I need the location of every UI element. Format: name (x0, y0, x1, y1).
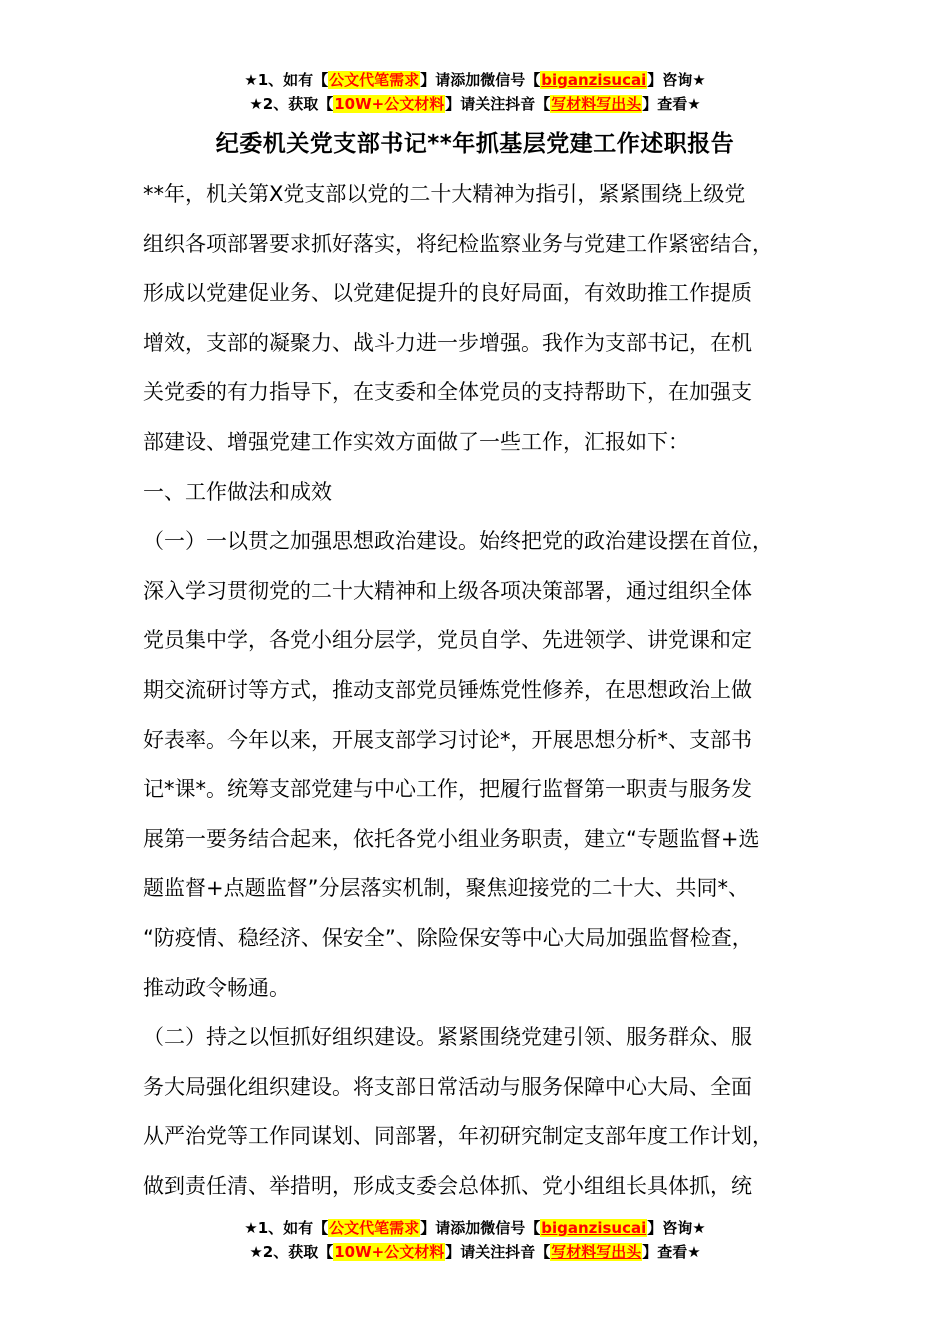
banner-text: ★1、如有【 (244, 1219, 329, 1237)
banner-highlight: 10W+公文材料 (334, 1243, 445, 1261)
document-body (143, 170, 833, 1211)
banner-text: 】请添加微信号【 (420, 71, 541, 89)
banner-highlight: 公文代笔需求 (329, 71, 420, 89)
banner-highlight: 公文代笔需求 (329, 1219, 420, 1237)
footer-banner (0, 1216, 950, 1264)
body-line: 务大局强化组织建设。将支部日常活动与服务保障中心大局、全面 (143, 1074, 752, 1099)
wechat-id-highlight: biganzisucai (541, 1219, 647, 1237)
body-line: 题监督+点题监督”分层落实机制，聚焦迎接党的二十大、共同*、 (143, 876, 749, 901)
banner-highlight: 10W+公文材料 (334, 95, 445, 113)
body-line: 展第一要务结合起来，依托各党小组业务职责，建立“专题监督+选 (143, 826, 760, 851)
banner-text: 】查看★ (642, 95, 701, 113)
body-line: 推动政令畅通。 (143, 975, 290, 1000)
body-line: （二）持之以恒抓好组织建设。紧紧围绕党建引领、服务群众、服 (143, 1025, 752, 1050)
header-banner (0, 68, 950, 116)
douyin-highlight: 写材料写出头 (551, 95, 642, 113)
body-line: **年，机关第X党支部以党的二十大精神为指引，紧紧围绕上级党 (143, 182, 746, 206)
body-line: 期交流研讨等方式，推动支部党员锤炼党性修养，在思想政治上做 (143, 677, 752, 702)
banner-text: ★2、获取【 (249, 1243, 334, 1261)
body-line: 记*课*。统筹支部党建与中心工作，把履行监督第一职责与服务发 (143, 777, 752, 802)
banner-line-1 (0, 68, 950, 92)
banner-text: 】咨询★ (647, 1219, 706, 1237)
banner-text: 】请添加微信号【 (420, 1219, 541, 1237)
body-line: 深入学习贯彻党的二十大精神和上级各项决策部署，通过组织全体 (143, 578, 752, 603)
body-line: 组织各项部署要求抓好落实，将纪检监察业务与党建工作紧密结合， (143, 231, 773, 256)
body-line: 形成以党建促业务、以党建促提升的良好局面，有效助推工作提质 (143, 281, 752, 306)
banner-text: 】查看★ (642, 1243, 701, 1261)
douyin-highlight: 写材料写出头 (551, 1243, 642, 1261)
banner-text: 】请关注抖音【 (445, 95, 551, 113)
body-line: 好表率。今年以来，开展支部学习讨论*，开展思想分析*、支部书 (143, 727, 752, 752)
banner-text: ★1、如有【 (244, 71, 329, 89)
banner-line-2 (0, 1240, 950, 1264)
document-title: 纪委机关党支部书记**年抓基层党建工作述职报告 (215, 131, 735, 157)
wechat-id-highlight: biganzisucai (541, 71, 647, 89)
section-heading: 一、工作做法和成效 (143, 479, 332, 504)
body-line: 做到责任清、举措明，形成支委会总体抓、党小组组长具体抓，统 (143, 1173, 752, 1198)
banner-text: 】咨询★ (647, 71, 706, 89)
body-line: （一）一以贯之加强思想政治建设。始终把党的政治建设摆在首位， (143, 529, 773, 554)
body-line: 党员集中学，各党小组分层学，党员自学、先进领学、讲党课和定 (143, 628, 752, 653)
body-line: 从严治党等工作同谋划、同部署，年初研究制定支部年度工作计划， (143, 1124, 773, 1149)
banner-text: ★2、获取【 (249, 95, 334, 113)
banner-text: 】请关注抖音【 (445, 1243, 551, 1261)
banner-line-2 (0, 92, 950, 116)
body-line: 关党委的有力指导下，在支委和全体党员的支持帮助下，在加强支 (143, 380, 752, 405)
body-line: 部建设、增强党建工作实效方面做了一些工作，汇报如下： (143, 429, 689, 454)
body-line: 增效，支部的凝聚力、战斗力进一步增强。我作为支部书记，在机 (143, 330, 752, 355)
body-line: “防疫情、稳经济、保安全”、除险保安等中心大局加强监督检查， (143, 925, 753, 950)
banner-line-1 (0, 1216, 950, 1240)
